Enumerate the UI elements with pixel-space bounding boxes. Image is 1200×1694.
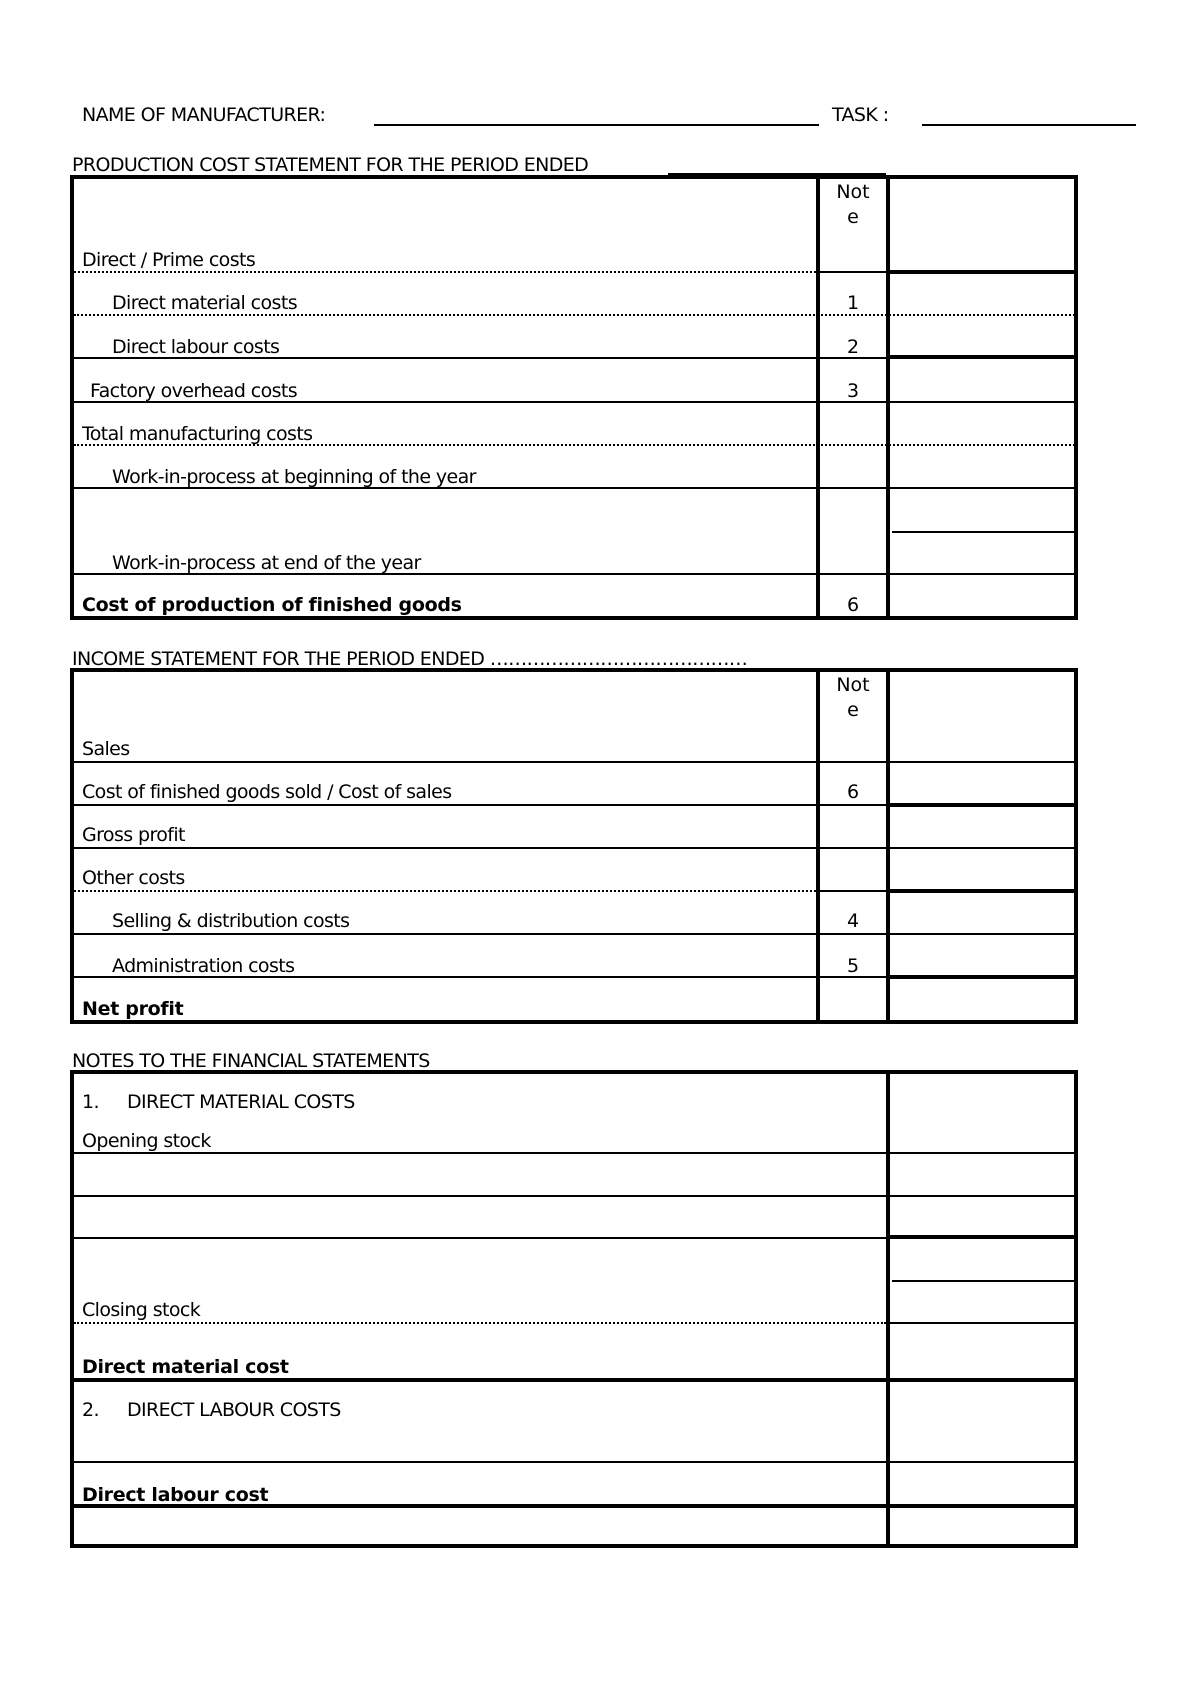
row-label-total: Cost of production of finished goods bbox=[82, 594, 462, 616]
income-note-header-2: e bbox=[847, 699, 859, 721]
amount-box-top bbox=[888, 270, 1078, 274]
task-label: TASK : bbox=[832, 104, 889, 126]
row-label: Direct / Prime costs bbox=[82, 249, 256, 271]
notes-amount-divider bbox=[886, 1070, 890, 1548]
row-separator bbox=[74, 804, 816, 806]
note2-heading: DIRECT LABOUR COSTS bbox=[127, 1399, 341, 1421]
amount-box-bottom bbox=[888, 355, 1078, 359]
production-note-header-1: Not bbox=[836, 181, 870, 203]
row-separator bbox=[820, 271, 886, 273]
row-separator bbox=[74, 1461, 1078, 1463]
row-label: Cost of finished goods sold / Cost of sales bbox=[82, 781, 452, 803]
row-note: 5 bbox=[846, 955, 860, 977]
row-separator bbox=[888, 1322, 1078, 1324]
row-separator bbox=[820, 890, 886, 892]
row-separator bbox=[74, 847, 1078, 849]
row-label: Other costs bbox=[82, 867, 185, 889]
row-note: 1 bbox=[846, 292, 860, 314]
row-separator bbox=[888, 1235, 1078, 1239]
direct-material-total-label: Direct material cost bbox=[82, 1356, 289, 1378]
amount-box-top bbox=[888, 889, 1078, 893]
row-separator bbox=[74, 933, 1078, 935]
row-label: Sales bbox=[82, 738, 130, 760]
row-separator bbox=[74, 890, 816, 892]
row-separator bbox=[74, 1237, 886, 1239]
row-separator bbox=[74, 1195, 1078, 1197]
opening-stock-label: Opening stock bbox=[82, 1130, 211, 1152]
notes-title: NOTES TO THE FINANCIAL STATEMENTS bbox=[72, 1050, 430, 1072]
closing-stock-label: Closing stock bbox=[82, 1299, 201, 1321]
note1-heading: DIRECT MATERIAL COSTS bbox=[127, 1091, 355, 1113]
row-separator bbox=[74, 314, 1078, 316]
row-note: 6 bbox=[846, 594, 860, 616]
manufacturer-label: NAME OF MANUFACTURER: bbox=[82, 104, 326, 126]
task-line[interactable] bbox=[922, 124, 1136, 126]
row-separator bbox=[892, 1280, 1074, 1282]
row-label: Administration costs bbox=[112, 955, 295, 977]
note-divider bbox=[70, 1378, 1078, 1382]
direct-labour-total-label: Direct labour cost bbox=[82, 1484, 269, 1506]
row-separator bbox=[74, 761, 1078, 763]
row-note: 3 bbox=[846, 380, 860, 402]
row-label: Factory overhead costs bbox=[90, 380, 298, 402]
row-label: Selling & distribution costs bbox=[112, 910, 350, 932]
production-note-header-2: e bbox=[847, 206, 859, 228]
row-separator bbox=[74, 1322, 886, 1324]
row-label: Direct labour costs bbox=[112, 336, 280, 358]
notes-table bbox=[70, 1070, 1078, 1548]
row-note: 4 bbox=[846, 910, 860, 932]
row-label: Total manufacturing costs bbox=[82, 423, 313, 445]
production-statement-title: PRODUCTION COST STATEMENT FOR THE PERIOD ENDED bbox=[72, 154, 589, 176]
income-statement-title: INCOME STATEMENT FOR THE PERIOD ENDED …………………………………… bbox=[72, 648, 748, 670]
row-separator bbox=[74, 271, 816, 273]
income-note-header-1: Not bbox=[836, 674, 870, 696]
row-separator bbox=[892, 531, 1074, 533]
row-label: Work-in-process at end of the year bbox=[112, 552, 421, 574]
note2-number: 2. bbox=[82, 1399, 99, 1421]
row-label: Gross profit bbox=[82, 824, 185, 846]
row-label: Work-in-process at beginning of the year bbox=[112, 466, 476, 488]
row-label-total: Net profit bbox=[82, 998, 184, 1020]
row-note: 2 bbox=[846, 336, 860, 358]
row-separator bbox=[820, 804, 886, 806]
row-separator bbox=[888, 803, 1078, 807]
row-label: Direct material costs bbox=[112, 292, 297, 314]
row-note: 6 bbox=[846, 781, 860, 803]
note1-number: 1. bbox=[82, 1091, 99, 1113]
row-separator bbox=[74, 1152, 1078, 1154]
amount-box-bottom bbox=[888, 975, 1078, 979]
manufacturer-name-line[interactable] bbox=[374, 124, 819, 126]
